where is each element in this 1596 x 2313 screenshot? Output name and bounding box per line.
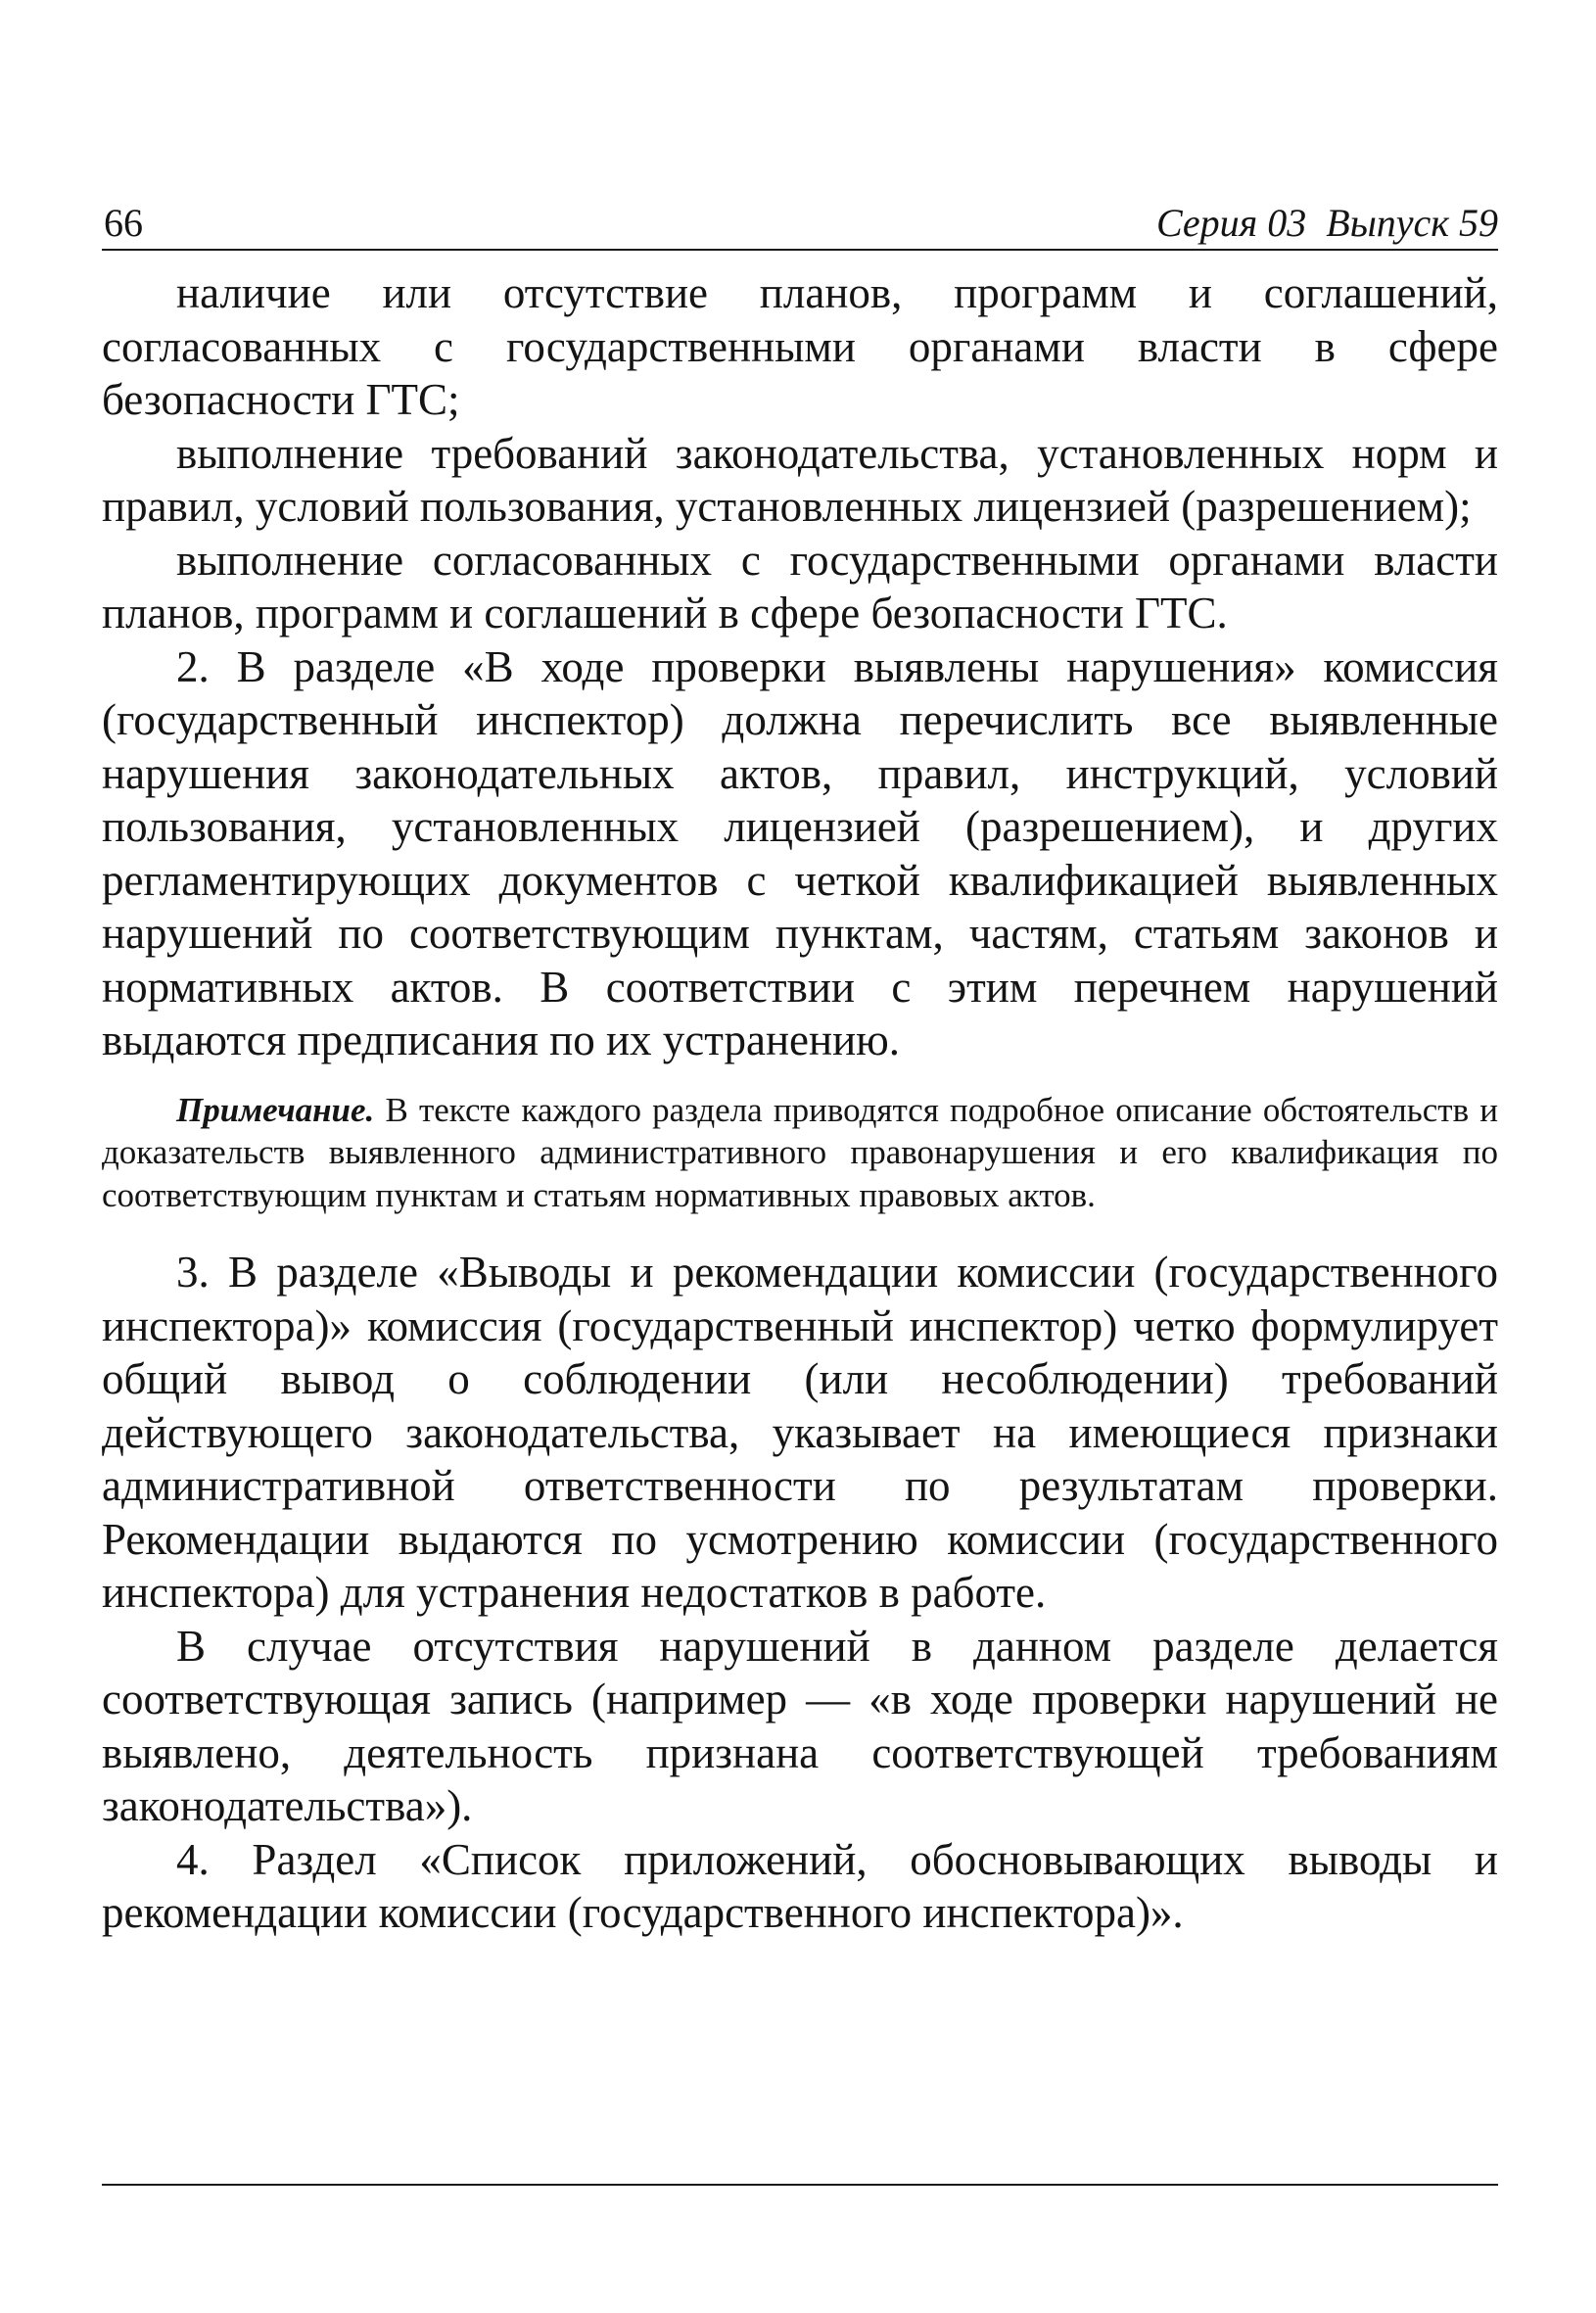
body-text: [102, 266, 1498, 1940]
paragraph-plans-agreements: наличие или отсутствие планов, программ и соглашений, согласованных с государственными органами власти в сфере безопасности ГТС;: [102, 268, 1498, 424]
note: [102, 1089, 1498, 1217]
running-header: [102, 192, 1498, 251]
page-number: 66: [104, 201, 143, 245]
paragraph-section-4: 4. Раздел «Список приложений, обосновывающих выводы и рекомендации комиссии (государственного инспектора)».: [102, 1834, 1498, 1937]
paragraph-no-violations: В случае отсутствия нарушений в данном разделе делается соответствующая запись (например — «в ходе проверки нарушений не выявлено, деятельность признана соответствующей требованиям законодательства»).: [102, 1621, 1498, 1830]
footer-rule: [102, 2184, 1498, 2186]
note-text: В тексте каждого раздела приводятся подробное описание обстоятельств и доказательств выявленного административного правонарушения и его квалификация по соответствующим пунктам и статьям нормативных правовых актов.: [102, 1090, 1498, 1214]
paragraph-section-2: 2. В разделе «В ходе проверки выявлены нарушения» комиссия (государственный инспектор) должна перечислить все выявленные нарушения законодательных актов, правил, инструкций, условий пользования, установленных лицензией (разрешением), и других регламентирующих документов с четкой квалификацией выявленных нарушений по соответствующим пунктам, частям, статьям законов и нормативных актов. В соответствии с этим перечнем нарушений выдаются предписания по их устранению.: [102, 641, 1498, 1064]
paragraph-requirements: выполнение требований законодательства, установленных норм и правил, условий пользования, установленных лицензией (разрешением);: [102, 428, 1498, 531]
paragraph-agreed-plans: выполнение согласованных с государственными органами власти планов, программ и соглашений в сфере безопасности ГТС.: [102, 535, 1498, 637]
note-label: Примечание.: [176, 1090, 375, 1129]
header-rule: [102, 249, 1498, 251]
series-issue-label: Серия 03 Выпуск 59: [1155, 201, 1498, 245]
paragraph-section-3: 3. В разделе «Выводы и рекомендации комиссии (государственного инспектора)» комиссия (государственный инспектор) четко формулирует общий вывод о соблюдении (или несоблюдении) требований действующего законодательства, указывает на имеющиеся признаки административной ответственности по результатам проверки. Рекомендации выдаются по усмотрению комиссии (государственного инспектора) для устранения недостатков в работе.: [102, 1248, 1498, 1617]
